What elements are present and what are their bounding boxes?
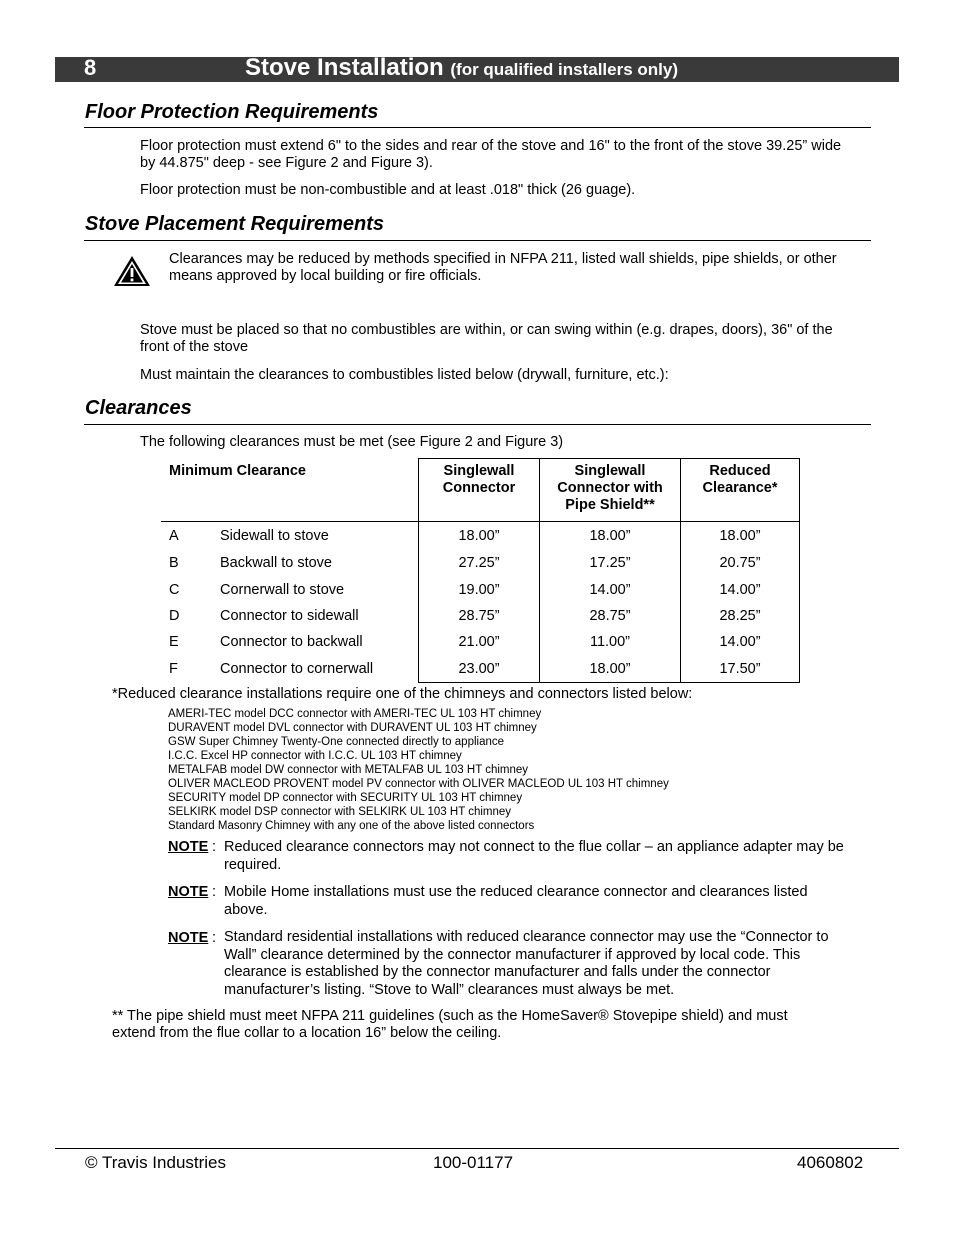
- table-row: [161, 656, 800, 683]
- note-label: NOTE: [168, 930, 209, 946]
- page-subtitle: (for qualified installers only): [450, 60, 679, 79]
- stove-placement-paragraph-1: Stove must be placed so that no combustibles are within, or can swing within (e.g. drapes, doors), 36" of the front of the stove: [140, 322, 833, 355]
- singlewall-value: 19.00”: [419, 576, 540, 602]
- section-divider: [84, 424, 871, 425]
- reduced-value: 14.00”: [681, 576, 800, 602]
- table-row: [161, 629, 800, 655]
- chimney-list-item: OLIVER MACLEOD PROVENT model PV connector with OLIVER MACLEOD UL 103 HT chimney: [168, 778, 669, 790]
- note-label: NOTE: [168, 884, 209, 900]
- column-header-singlewall-connector: Singlewall Connector: [419, 459, 540, 522]
- chimney-list-item: SECURITY model DP connector with SECURITY UL 103 HT chimney: [168, 792, 523, 804]
- footer-page-code: 4060802: [797, 1153, 864, 1172]
- pipe-shield-note: ** The pipe shield must meet NFPA 211 guidelines (such as the HomeSaver® Stovepipe shield) and must extend from the flue collar to a location 16” below the ceiling.: [112, 1008, 788, 1041]
- clearance-table: [161, 458, 800, 683]
- warning-text: Clearances may be reduced by methods specified in NFPA 211, listed wall shields, pipe shields, or other means approved by local building or fire officials.: [169, 251, 837, 284]
- reduced-clearance-note: *Reduced clearance installations require one of the chimneys and connectors listed below:: [112, 686, 693, 702]
- chimney-list-item: SELKIRK model DSP connector with SELKIRK UL 103 HT chimney: [168, 806, 512, 818]
- singlewall-value: 18.00”: [419, 522, 540, 551]
- page-title-text: Stove Installation: [245, 54, 444, 81]
- stove-placement-paragraph-2: Must maintain the clearances to combustibles listed below (drywall, furniture, etc.):: [140, 367, 669, 383]
- column-header-minimum-clearance: Minimum Clearance: [161, 459, 419, 522]
- row-letter: F: [169, 661, 178, 677]
- row-letter: C: [169, 581, 180, 598]
- singlewall-value: 28.75”: [419, 603, 540, 629]
- table-row: [161, 522, 800, 551]
- warning-triangle-icon: [112, 254, 152, 288]
- page-title: [245, 54, 678, 82]
- note-text: Reduced clearance connectors may not connect to the flue collar – an appliance adapter may be required.: [224, 839, 844, 873]
- row-letter: A: [169, 528, 179, 544]
- note-text: Mobile Home installations must use the reduced clearance connector and clearances listed above.: [224, 884, 808, 918]
- clearance-table-header-row: [161, 459, 800, 522]
- clearances-heading: Clearances: [85, 397, 192, 419]
- pipe-shield-value: 18.00”: [540, 656, 681, 683]
- chimney-list-item: AMERI-TEC model DCC connector with AMERI-TEC UL 103 HT chimney: [168, 708, 542, 720]
- column-header-reduced-clearance: Reduced Clearance*: [681, 459, 800, 522]
- section-divider: [84, 127, 871, 128]
- floor-protection-paragraph-2: Floor protection must be non-combustible and at least .018" thick (26 guage).: [140, 182, 636, 198]
- reduced-value: 28.25”: [681, 603, 800, 629]
- chimney-list-item: METALFAB model DW connector with METALFAB UL 103 HT chimney: [168, 764, 529, 776]
- pipe-shield-value: 18.00”: [540, 522, 681, 551]
- floor-protection-paragraph-1: Floor protection must extend 6" to the sides and rear of the stove and 16" to the front of the stove 39.25” wide by 44.875" deep - see Figure 2 and Figure 3).: [140, 138, 842, 171]
- table-row: [161, 550, 800, 576]
- chimney-list-item: Standard Masonry Chimney with any one of the above listed connectors: [168, 820, 535, 832]
- row-description: Backwall to stove: [219, 555, 332, 572]
- row-letter: B: [169, 555, 179, 572]
- row-description: Connector to cornerwall: [219, 661, 374, 677]
- reduced-value: 17.50”: [681, 656, 800, 683]
- reduced-value: 14.00”: [681, 629, 800, 655]
- table-row: [161, 576, 800, 602]
- row-letter: E: [169, 634, 179, 651]
- clearances-intro: The following clearances must be met (see Figure 2 and Figure 3): [140, 434, 564, 450]
- note-text: Standard residential installations with reduced clearance connector may use the “Connector to Wall” clearance determined by the connector manufacturer if approved by local code. This clearance is established by the connector manufacturer and falls under the connector manufacturer’s listing. “Stove to Wall” clearances must always be met.: [224, 929, 829, 998]
- page-number: 8: [84, 55, 97, 80]
- row-description: Sidewall to stove: [219, 528, 329, 544]
- note-label: NOTE: [168, 839, 209, 855]
- row-description: Connector to sidewall: [219, 607, 359, 624]
- row-description: Cornerwall to stove: [219, 581, 345, 598]
- chimney-list-item: GSW Super Chimney Twenty-One connected directly to appliance: [168, 736, 505, 748]
- stove-placement-heading: Stove Placement Requirements: [85, 213, 384, 235]
- chimney-list-item: I.C.C. Excel HP connector with I.C.C. UL 103 HT chimney: [168, 750, 462, 762]
- floor-protection-heading: Floor Protection Requirements: [85, 101, 379, 123]
- footer-divider: [55, 1148, 899, 1149]
- pipe-shield-value: 14.00”: [540, 576, 681, 602]
- pipe-shield-value: 17.25”: [540, 550, 681, 576]
- chimney-list-item: DURAVENT model DVL connector with DURAVENT UL 103 HT chimney: [168, 722, 537, 734]
- column-header-pipe-shield: Singlewall Connector with Pipe Shield**: [540, 459, 681, 522]
- page-header-bar: [55, 54, 899, 82]
- chimney-list: [168, 707, 868, 833]
- singlewall-value: 23.00”: [419, 656, 540, 683]
- row-letter: D: [169, 607, 180, 624]
- section-divider: [84, 240, 871, 241]
- singlewall-value: 21.00”: [419, 629, 540, 655]
- singlewall-value: 27.25”: [419, 550, 540, 576]
- row-description: Connector to backwall: [219, 634, 363, 651]
- footer-document-number: 100-01177: [433, 1153, 514, 1172]
- footer-copyright: © Travis Industries: [85, 1153, 227, 1172]
- reduced-value: 18.00”: [681, 522, 800, 551]
- table-row: [161, 603, 800, 629]
- pipe-shield-value: 11.00”: [540, 629, 681, 655]
- reduced-value: 20.75”: [681, 550, 800, 576]
- pipe-shield-value: 28.75”: [540, 603, 681, 629]
